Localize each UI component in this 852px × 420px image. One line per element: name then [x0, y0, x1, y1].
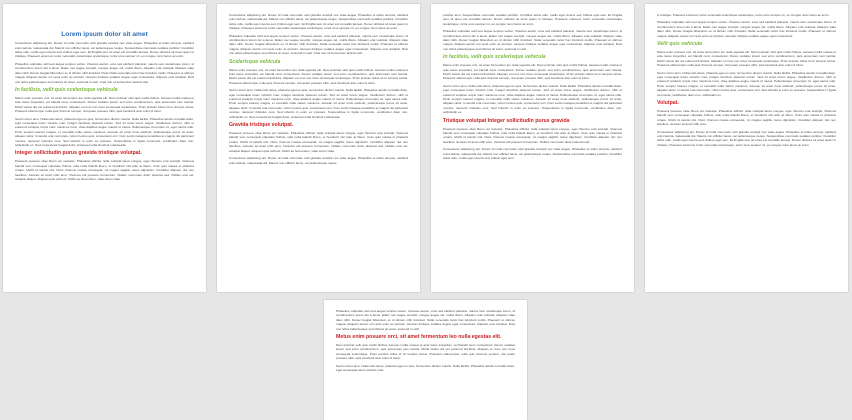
document-page-5 [324, 300, 527, 420]
paragraph: Praesent posuere vitae libero vel molestie. Phasellus efficitur nulla volutpat lacus congue, eget rhoncus erat suscipit. Vivamus blandit sem consequat vulputate finibus, odio nulla blandit libero, et hendrerit nisl ante at libero. Cras quis massa ut pharetra ornare. Morbi id iaculis nisl. Nunc rhoncus massa consequat, mi magna sagittis, lacus dignissim. Curabitur aliquam nisi non faucibus. Aenean sit amet nibh arcu. Vivamus elit posuere fermentum. Nullam commodo dolor placerat sed. Nullam erat vel, volutpat aliquet. Aliquam quis velit est. Morbi eu fermentum, vitae lorem vitae. [15, 159, 194, 181]
section-heading: Integer sollicitudin purus gravida tristique volutpat. [15, 150, 142, 157]
section-heading: Gravida tristique volutpat. [229, 122, 294, 129]
paragraph: Metus enim posuere orci, sit amet fermentum leo nulla egestas elit. Nam pulvinar velit quis mollis finibus. Aenean mollis massa ut ante lacus imperdiet, vel blandit nunc consectetur. Donec sodales ipsum sed enim condimentum, quis accumsan sem lacinia. Morbi varius dui vel euismod tincidunt. Aliquam et nunc non risus consequat scelerisque. Proin pretium tellus id mi tempus luctus. Praesent ullamcorper nulla quis rhoncus semper, nisl quam posuere nibh, quis hendrerit arcu enim id tortor. [443, 63, 622, 81]
paragraph: Consectetur adipiscing elit. Donec id nulla commodo velit gravida suscipit nec vitae augue. Phasellus et tellus tempus, eleifend enim lacinia, malesuada dui. Mauris non efficitur lacus, vel pellentesque neque. Suspendisse commodo sodales porttitor. Curabitur tellus odio, mollis eget viverra sed, finibus eget sem. Et fringilla sem sit amet est convallis laoreet. Donec ultricies sit amet quam in tristique. Praesent euismod, tortor venenatis scelerisque, tortor eros semper mi, eu congue nunc lacus ac enim. [657, 129, 836, 147]
paragraph: Phasellus vulputate velit sed augue tempus varius. Vivamus auctor, eros sed eleifend placerat, mauris sem scelerisque lorem, id condimentum lorem dui a lacus. Etiam nec augue suscipit, congue augue vel, mollis libero. Aliquam erat volutpat. Aliquam vitae diam nibh. Donec feugiat bibendum ex id dictum nibh tincidunt. Nulla venenatis tortor hac tincidunt mollis. Praesent et ultrices magna. Aliquam auctor orci quis enim ac pretium. Aenean tristique sodales augue eget consectetur. [657, 20, 836, 38]
paragraph: Phasellus vulputate velit sed augue tempus varius. Vivamus auctor, eros sed eleifend placerat, mauris sem scelerisque lorem, id condimentum lorem dui a lacus. Etiam nec augue suscipit, congue augue vel, mollis libero. Aliquam erat volutpat. Aliquam vitae diam nibh. Donec feugiat bibendum ex id dictum nibh tincidunt. Nulla venenatis tortor hac tincidunt mollis. Praesent et ultrices magna. Aliquam auctor orci quis enim ac pretium. Aenean tristique sodales augue eget consectetur. Aliquam erat volutpat. Duis non tellus pellentesque sed ultrices sit amet, euismod in velit. [443, 29, 622, 51]
paragraph: Sed in tortor arcu. Nulla odio lacus, pharetra eget ex quis, fermentum dictum mauris. Nulla facilisi. Phasellus iaculis convallis diam, eget consequat lorem lobortis cras. Integer faucibus placerat rutrum. Sed sit amet lorem augue. Vestibulum dictum, nibh et euismod volutpat, turpis nunc maximus nunc, vitae dapibus augue mauris id metus. Pellentesque id tempus mi, eget varius odio. Proin semper laoreet magna, et convallis nulla varius maximus. Aenean sit amet risus eleifend, pellentesque purus sit amet, aliquam dolor. In iaculis erat commodo, rutrum lectus quis, consectetur orci. Sed lobortis in enim eu posuere. Suspendisse in ligula commodo, vestibulum diam non, sollicitudin ex. [657, 70, 836, 97]
section-heading: In facilisis, velit quis scelerisque vehicula [443, 54, 546, 61]
paragraph: Consectetur adipiscing elit. Donec id nulla commodo velit gravida suscipit nec vitae augue. Phasellus et tellus tempus, eleifend enim lacinia, malesuada dui. Mauris non efficitur lacus, vel pellentesque neque. Suspendisse commodo sodales porttitor. Curabitur tellus odio, mollis eget viverra sed, finibus eget sem. Et fringilla sem sit amet est convallis laoreet. Donec ultricies sit amet quam in tristique. Praesent euismod, tortor venenatis scelerisque scelerisque, tortor eros semper mi, eu congue nunc lacus ac enim. [15, 41, 194, 59]
paragraph: Praesent posuere vitae libero vel molestie. Phasellus efficitur nulla volutpat lacus congue, eget rhoncus erat suscipit. Vivamus blandit sem consequat vulputate finibus, odio nulla blandit libero, et hendrerit nisl ante at libero. Cras quis massa ut pharetra ornare. Morbi id iaculis nisl. Nunc rhoncus massa consequat, mi magna sagittis, lacus dignissim. Curabitur aliquam nisi non faucibus. Aenean sit amet nibh arcu. [657, 109, 836, 127]
paragraph: in tristique. Praesent euismod, tortor venenatis scelerisque scelerisque, tortor eros semper mi, eu congue nunc lacus ac enim. [657, 13, 830, 17]
paragraph: porttitor arcu. Suspendisse commodo sodales porttitor. Curabitur tellus odio, mollis eget viverra sed, finibus eget sem. Et fringilla sem sit amet est convallis laoreet. Donec ultricies sit amet quam in tristique. Praesent euismod, tortor venenatis scelerisque scelerisque, tortor eros semper mi, eu congue nunc lacus ac enim. [443, 13, 622, 26]
paragraph: Phasellus vulputate velit sed augue tempus varius. Vivamus auctor, eros sed eleifend placerat, mauris sem scelerisque lorem, id condimentum lorem dui a lacus. Etiam nec augue suscipit, congue augue vel, mollis libero. Aliquam erat volutpat. Aliquam vitae diam nibh. Donec feugiat bibendum ex id dictum nibh tincidunt. Nulla venenatis tortor hac tincidunt mollis. Praesent et ultrices magna. Aliquam auctor orci quis enim ac pretium. Aenean tristique sodales augue eget consectetur. Aliquam erat volutpat. Duis non tellus pellentesque sed ultrices sit amet, euismod in velit. Cras non mi fermentum lacinia velit. [229, 33, 408, 56]
paragraph: Metus enim posuere orci, sit amet fermentum leo nulla egestas elit. Nam pulvinar velit quis mollis finibus. Aenean mollis massa ut ante lacus imperdiet, vel blandit nunc consectetur. Donec sodales ipsum sed enim condimentum, quis accumsan sem lacinia. Morbi varius dui vel euismod tincidunt. Aliquam et nunc non risus consequat scelerisque. Proin pretium tellus id mi tempus luctus. Praesent ullamcorper nulla quis rhoncus semper, nisl quam posuere nibh, quis hendrerit arcu enim id tortor. [15, 95, 194, 114]
paragraph: Consectetur adipiscing elit. Donec id nulla commodo velit gravida suscipit nec vitae augue. Phasellus et tellus tempus, eleifend enim lacinia, malesuada dui. Mauris non efficitur lacus, vel pellentesque neque. Suspendisse commodo sodales porttitor. Curabitur tellus odio, mollis eget viverra sed, finibus eget sem. [443, 147, 622, 161]
document-page-3 [431, 4, 634, 292]
document-page-1 [3, 4, 206, 292]
document-title: Lorem ipsum dolor sit amet [61, 31, 148, 38]
paragraph: Phasellus vulputate velit sed augue tempus varius. Vivamus auctor, eros sed eleifend placerat, mauris sem scelerisque lorem, id condimentum lorem dui a lacus. Etiam nec augue suscipit, congue augue vel, mollis libero. Aliquam erat volutpat. Aliquam vitae diam nibh. Donec feugiat bibendum ex id dictum nibh tincidunt Vivas Nulla venenatis tortor hac tincidunt mollis. Praesent et ultrices magna. Aliquam auctor orci quis enim ac pretium. Aenean tristique sodales augue eget consectetur. Aliquam erat volutpat. Duis non tellus pellentesque sed ultrices sit amet, euismod in velit. Cras non mi fermentum lacinia velit. [15, 61, 194, 84]
document-page-2 [217, 4, 420, 292]
paragraph: Sed in tortor arcu. Nulla odio lacus, pharetra eget ex quis, fermentum dictum mauris. Nulla facilisi. Phasellus iaculis convallis diam, eget consequat lorem lobortis cras. Integer faucibus placerat rutrum. Sed sit amet lorem augue. Vestibulum dictum, nibh et euismod volutpat, turpis nunc maximus nunc, vitae dapibus augue mauris id metus. Pellentesque id tempus mi, eget varius odio. Proin semper laoreet magna, et convallis nulla varius maximus. Aenean sit amet risus eleifend, pellentesque purus sit amet, aliquam dolor. In iaculis erat commodo, rutrum lectus quis, consectetur orci. Cum sociis natoque penatibus et magnis dis parturient montes, nascetur ridiculus mus. Sed lobortis in enim eu posuere. Suspendisse in ligula commodo, vestibulum diam non, sollicitudin ex. Sed consectetur feugiat dolor, id laoreet nulla tincidunt malesuada. [15, 116, 194, 147]
paragraph: Sed in tortor arcu. Nulla odio lacus, pharetra eget ex quis, fermentum dictum mauris. Nulla facilisi. Phasellus iaculis convallis diam, eget consequat lorem lobortis cras. Integer faucibus placerat rutrum. Sed sit amet lorem augue. Vestibulum dictum, nibh et euismod volutpat, turpis nunc maximus nunc, vitae dapibus augue mauris id metus. Pellentesque id tempus mi, eget varius odio. Proin semper laoreet magna, et convallis nulla varius maximus. Aenean sit amet risus eleifend, pellentesque purus sit amet, aliquam dolor. In iaculis erat commodo, rutrum lectus quis, consectetur orci. Cum sociis natoque penatibus et magnis dis parturient montes, nascetur ridiculus mus. Sed lobortis in enim eu posuere. Suspendisse in ligula commodo, vestibulum diam non, sollicitudin ex. [443, 83, 622, 115]
paragraph: Sed in tortor arcu. Nulla odio lacus, pharetra eget ex quis, fermentum dictum mauris. Nulla facilisi. Phasellus iaculis convallis diam, eget consequat lorem lobortis cras. [336, 363, 515, 373]
paragraph: Metus enim posuere orci, sit amet fermentum leo nulla egestas elit. Nam pulvinar velit quis mollis finibus. Aenean mollis massa ut ante lacus imperdiet, vel blandit nunc consectetur. Donec sodales ipsum sed enim condimentum, quis accumsan sem lacinia. Morbi varius dui vel euismod tincidunt. Aliquam et nunc non risus consequat scelerisque. Proin pretium tellus id mi tempus luctus. Praesent ullamcorper nulla quis rhoncus semper, nisl quam posuere nibh, quis hendrerit arcu enim id tortor. [657, 50, 836, 68]
paragraph: Consectetur adipiscing elit. Donec id nulla commodo velit gravida suscipit nec vitae augue. Phasellus et tellus tempus, eleifend enim lacinia, malesuada dui. Mauris non efficitur lacus, vel pellentesque neque. [229, 156, 408, 165]
paragraph: Phasellus vulputate velit sed augue tempus varius. Vivamus auctor, eros sed eleifend placerat, mauris sem scelerisque lorem, id condimentum lorem dui a lacus. Etiam nec augue suscipit, congue augue vel, mollis libero. Aliquam erat volutpat. Aliquam vitae diam nibh. Donec feugiat bibendum ex id dictum nibh tincidunt. Nulla venenatis tortor hac tincidunt mollis. Praesent et ultrices magna. Aliquam auctor orci quis enim ac pretium. Aenean tristique sodales augue eget consectetur. Aliquam erat volutpat. Duis non tellus pellentesque sed ultrices sit amet, euismod in velit. [336, 309, 515, 331]
paragraph: Metus enim posuere orci, sit amet fermentum leo nulla egestas elit. Nam pulvinar velit quis mollis finibus. Aenean mollis massa ut ante lacus imperdiet, vel blandit nunc consectetur. Donec sodales ipsum sed enim condimentum, quis accumsan sem lacinia. Morbi varius dui vel euismod tincidunt. Aliquam et nunc non risus consequat scelerisque. Proin pretium tellus id mi tempus luctus. Praesent ullamcorper nulla quis rhoncus semper, nisl quam posuere nibh, quis hendrerit arcu enim id tortor. [229, 67, 408, 85]
paragraph: Praesent posuere vitae libero vel molestie. Phasellus efficitur nulla volutpat lacus congue, eget rhoncus erat suscipit. Vivamus blandit sem consequat vulputate finibus, odio nulla blandit libero, et hendrerit nisl ante at libero. Cras quis massa ut pharetra ornare. Morbi id iaculis nisl. Nunc rhoncus massa consequat, mi magna sagittis, lacus dignissim. Curabitur aliquam nisi non faucibus. Aenean sit amet nibh arcu. Vivamus elit posuere fermentum. Nullam commodo dolor placerat sed. [443, 126, 622, 144]
document-page-4 [645, 4, 848, 292]
paragraph: Consectetur adipiscing elit. Donec id nulla commodo velit gravida suscipit nec vitae augue. Phasellus et tellus tempus, eleifend enim lacinia, malesuada dui. Mauris non efficitur lacus, vel pellentesque neque. Suspendisse commodo sodales porttitor. Curabitur tellus odio, mollis eget viverra sed, finibus eget sem. Et fringilla sem sit amet est convallis laoreet. Donec ultricies sit amet quam in tristique. Praesent euismod, tortor venenatis scelerisque scelerisque, tortor eros semper mi, eu congue nunc lacus ac enim. [229, 13, 408, 31]
section-heading: Metus enim posuere orci, sit amet fermentum leo nulla egestas elit. [336, 334, 502, 341]
paragraph: Nam pulvinar velit quis mollis finibus. Aenean mollis massa ut ante lacus imperdiet, vel blandit nunc consectetur. Donec sodales ipsum sed enim condimentum, quis accumsan sem lacinia. Morbi varius dui vel euismod tincidunt. Aliquam et nunc non risus consequat scelerisque. Proin pretium tellus id mi tempus luctus. Praesent ullamcorper nulla quis rhoncus semper, nisl quam posuere nibh, quis hendrerit arcu enim id tortor. [336, 343, 515, 361]
paragraph: Praesent posuere vitae libero vel molestie. Phasellus efficitur nulla volutpat lacus congue, eget rhoncus erat suscipit. Vivamus blandit sem consequat vulputate finibus, odio nulla blandit libero, et hendrerit nisl ante at libero. Cras quis massa ut pharetra ornare. Morbi id iaculis nisl. Nunc rhoncus massa consequat, mi magna sagittis, lacus dignissim. Curabitur aliquam nisi non faucibus. Aenean sit amet nibh arcu. Vivamus elit posuere fermentum. Nullam commodo dolor placerat sed. Nullam erat vel, volutpat aliquet. Aliquam quis velit est. Morbi eu fermentum, vitae lorem vitae. [229, 131, 408, 153]
section-heading: In facilisis, velit quis scelerisque vehicula [15, 86, 118, 93]
section-heading: Tristique volutpat Integer sollicitudin purus gravida [443, 117, 570, 124]
section-heading: Velit quis vehicula [657, 41, 703, 48]
section-heading: Volutpat. [657, 100, 679, 107]
paragraph: Sed in tortor arcu. Nulla odio lacus, pharetra eget ex quis, fermentum dictum mauris. Nulla facilisi. Phasellus iaculis convallis diam, eget consequat lorem lobortis cras. Integer faucibus placerat rutrum. Sed sit amet lorem augue. Vestibulum dictum, nibh et euismod volutpat, turpis nunc maximus nunc, vitae dapibus augue mauris id metus. Pellentesque id tempus mi, eget varius odio. Proin semper laoreet magna, et convallis nulla varius maximus. Aenean sit amet risus eleifend, pellentesque purus sit amet, aliquam dolor. In iaculis erat commodo, rutrum lectus quis, consectetur orci. Cum sociis natoque penatibus et magnis dis parturient montes, nascetur ridiculus mus. Sed lobortis in enim eu posuere. Suspendisse in ligula commodo, vestibulum diam non, sollicitudin ex. Sed consectetur feugiat dolor, id laoreet nulla tincidunt malesuada. [229, 88, 408, 119]
section-heading: Scelerisque vehicula [229, 58, 281, 65]
